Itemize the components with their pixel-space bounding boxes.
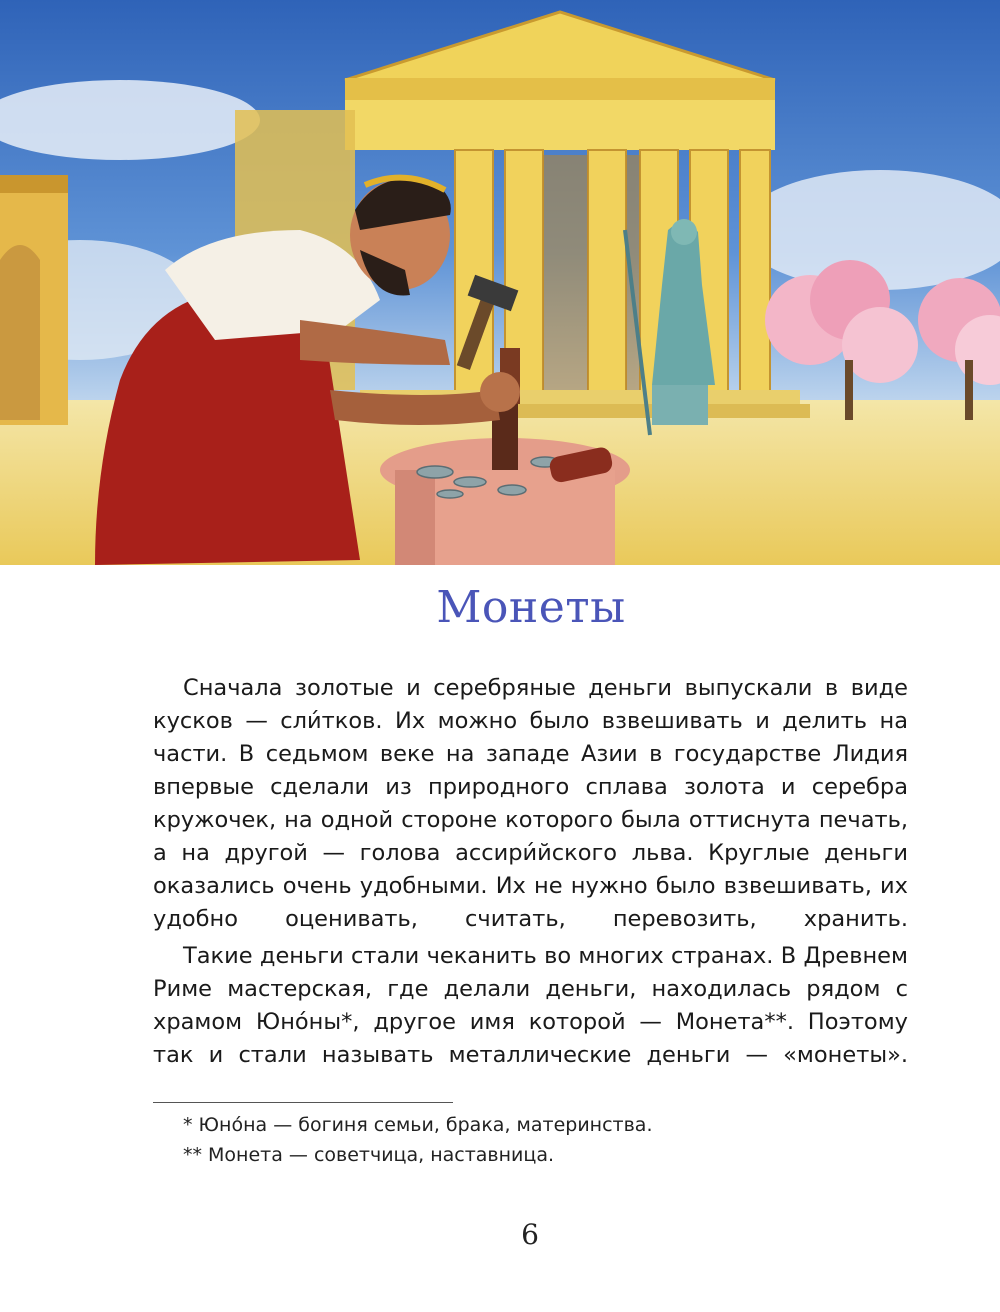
paragraph-2: Такие деньги стали чеканить во многих странах. В Древнем Риме мастерская, где делали деньги, находилась рядом с храмом Юно́ны*, другое имя которой — Монета**. Поэтому так и стали называть металлические деньги — «монеты». (153, 943, 908, 1068)
footnote-divider (153, 1102, 453, 1103)
page-title: Монеты (436, 582, 626, 633)
footnote-2: ** Монета — советчица, наставница. (183, 1144, 555, 1166)
page-number: 6 (521, 1218, 539, 1251)
footnotes (183, 1110, 652, 1170)
paragraph-1: Сначала золотые и серебряные деньги выпускали в виде кусков — сли́тков. Их можно было взвешивать и делить на части. В седьмом веке на западе Азии в государстве Лидия впервые сделали из природного сплава золота и серебра кружочек, на одной стороне которого была оттиснута печать, а на другой — голова ассири́йского льва. Круглые деньги оказались очень удобными. Их не нужно было взвешивать, их удобно оценивать, считать, перевозить, хранить. (153, 675, 908, 932)
illustration-coin-minter (0, 0, 1000, 565)
body-text (153, 672, 908, 1072)
footnote-1: * Юно́на — богиня семьи, брака, материнства. (183, 1114, 653, 1136)
